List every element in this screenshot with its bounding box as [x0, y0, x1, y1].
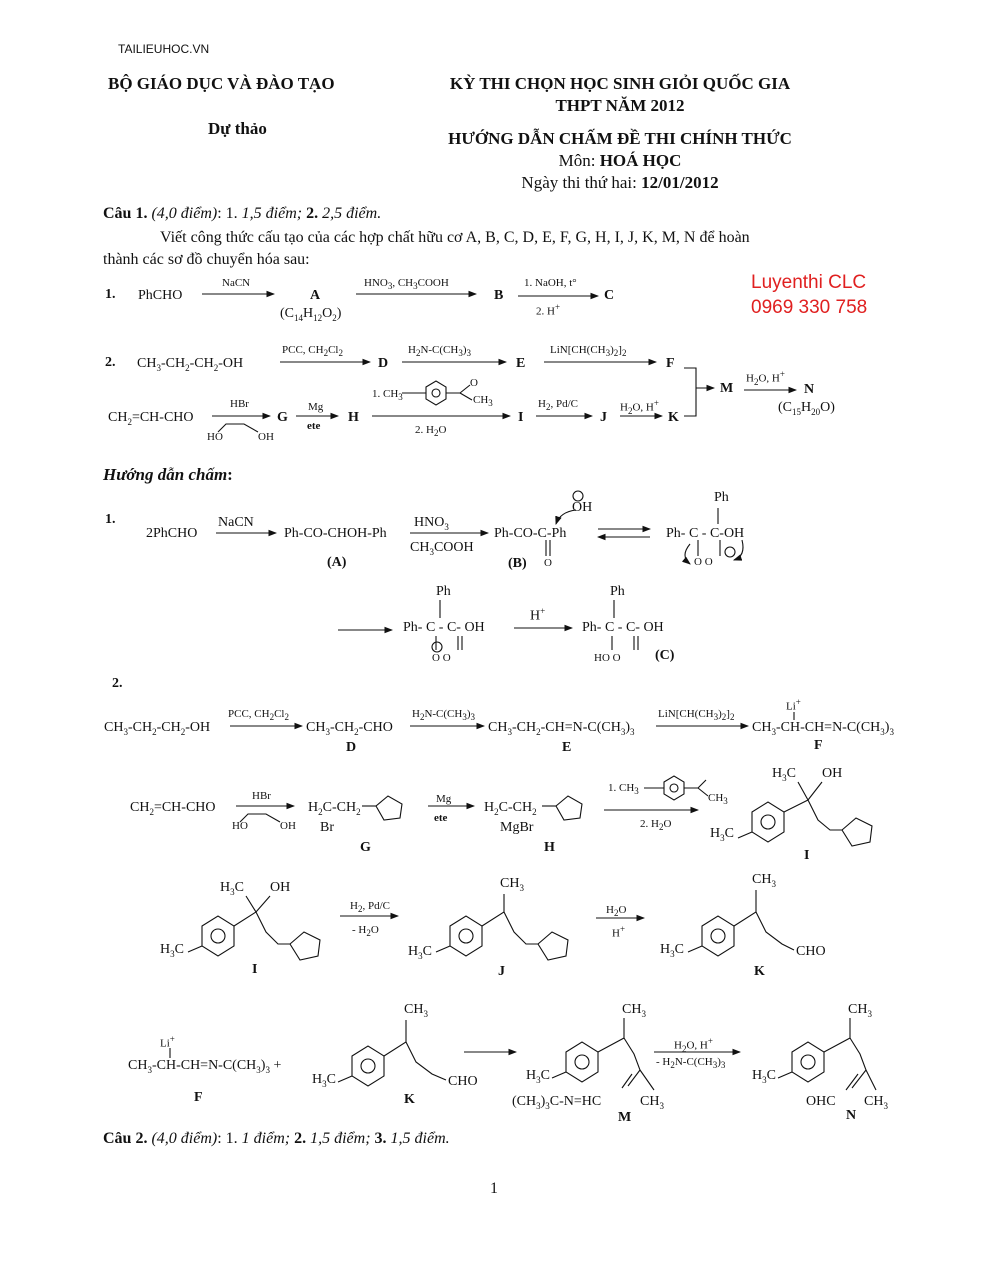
- exam-year: THPT NĂM 2012: [555, 96, 685, 115]
- bond: [338, 1020, 446, 1082]
- reagent-lda: $LiN[CH(CH_3)_2]_2$: [550, 344, 627, 359]
- answer2-num: 2.: [112, 676, 123, 691]
- reagent-h-plus: 2. H+: [536, 302, 561, 318]
- bond: [738, 782, 842, 838]
- ans2-label-K2: K: [404, 1092, 415, 1107]
- bond: [644, 780, 708, 796]
- formula-N: $(C_{15}H_{20}O)$: [778, 400, 835, 417]
- dioxolane-ring: [538, 932, 568, 960]
- ans2-h2o: $H_2O$: [606, 904, 627, 919]
- acrolein: $CH_2=CH$-CHO: [108, 410, 194, 427]
- benzene-ring: [352, 1046, 384, 1086]
- ans2-M-ar: $H_3C$: [526, 1068, 550, 1085]
- reagent-hydrolysis: $H_2O$, H+: [746, 369, 785, 387]
- benzene-ring: [450, 916, 482, 956]
- benzene-ring: [575, 1055, 589, 1069]
- benzene-ring: [792, 1042, 824, 1082]
- ans1-int2-o: O O: [432, 652, 451, 664]
- reagent-step2: 2. $H_2O$: [415, 424, 447, 439]
- guide-heading: Hướng dẫn chấm:: [103, 465, 233, 484]
- bond: [778, 1018, 876, 1090]
- ans2-li: Li+: [786, 697, 801, 713]
- benzene-ring: [761, 815, 775, 829]
- ans2-K-ch3: $CH_3$: [752, 872, 776, 889]
- benzene-ring: [566, 1042, 598, 1082]
- ans1-int: Ph- C - C-OH: [666, 526, 745, 541]
- dioxolane-ring: [556, 796, 582, 820]
- benzene-ring: [670, 784, 678, 792]
- ans1-oh-minus: OH: [572, 500, 593, 515]
- compound-J: J: [600, 410, 607, 425]
- ans2-label-H: H: [544, 840, 555, 855]
- benzene-ring: [752, 802, 784, 842]
- ans2-J-ch3: $CH_3$: [500, 876, 524, 893]
- ans2-amine: $H_2N-C(CH_3)_3$: [412, 708, 476, 723]
- reagent-mg: Mg: [308, 401, 324, 413]
- ans2-M-ch3b: $CH_3$: [640, 1094, 664, 1111]
- ans2-I-ar: $H_3C$: [710, 826, 734, 843]
- ans1-prod-bottom: HO O: [594, 652, 621, 664]
- bracket: [684, 368, 696, 416]
- reagent-naoh: 1. NaOH, t°: [524, 277, 577, 289]
- exam-title: KỲ THI CHỌN HỌC SINH GIỎI QUỐC GIA: [449, 74, 791, 93]
- ans1-int-ph: Ph: [714, 490, 729, 505]
- ans2-label-I: I: [804, 848, 810, 863]
- ans1-prod: Ph- C - C- OH: [582, 620, 664, 635]
- ans2-I2-oh: OH: [270, 880, 291, 895]
- ans2-minus-h2o: - $H_2O$: [352, 924, 379, 939]
- answer1-num: 1.: [105, 512, 116, 527]
- ans2-label-M: M: [618, 1110, 632, 1125]
- ans2-pcc: PCC, $CH_2Cl_2$: [228, 708, 289, 723]
- reagent-ete: ete: [307, 420, 321, 432]
- ans2-acrolein: $CH_2=CH$-CHO: [130, 800, 216, 817]
- page-number: 1: [490, 1180, 498, 1197]
- ans2-I-oh: OH: [822, 766, 843, 781]
- reagent-hbr: HBr: [230, 398, 249, 410]
- ans2-G-br: Br: [320, 820, 334, 835]
- q2-heading: Câu 2. (4,0 điểm): 1. 1 điểm; 2. 1,5 điểm; 3. 1,5 điểm.: [103, 1130, 450, 1147]
- ans1-int2-ph: Ph: [436, 584, 451, 599]
- reagent-amine: $H_2N-C(CH_3)_3$: [408, 344, 472, 359]
- org-name: BỘ GIÁO DỤC VÀ ĐÀO TẠO: [108, 74, 335, 93]
- charge-minus: [573, 491, 583, 501]
- compound-C: C: [604, 288, 615, 303]
- ans2-M-imine: $(CH_3)_3C-N=HC$: [512, 1094, 602, 1111]
- ans2-label-I2: I: [252, 962, 258, 977]
- curved-arrow: [556, 510, 576, 524]
- phcho: PhCHO: [138, 288, 183, 303]
- compound-I: I: [518, 410, 524, 425]
- ans2-K2-cho: CHO: [448, 1074, 478, 1089]
- ans1-ch3cooh: $CH_3COOH$: [410, 540, 474, 557]
- ans2-hbr: HBr: [252, 790, 271, 802]
- q1-instruction-2: thành các sơ đồ chuyển hóa sau:: [103, 251, 310, 268]
- ans2-I2-h3c: $H_3C$: [220, 880, 244, 897]
- ans2-step1: 1. $CH_3$: [608, 782, 639, 797]
- ans2-propanal: $CH_3-CH_2$-CHO: [306, 720, 393, 737]
- ans2-oh: OH: [280, 820, 296, 832]
- ans2-G-struct: $H_2C-CH_2$: [308, 800, 361, 817]
- compound-D: D: [378, 356, 389, 371]
- ans1-nacn: NaCN: [218, 515, 254, 530]
- ans1-prod-ph: Ph: [610, 584, 625, 599]
- ans2-label-F2: F: [194, 1090, 203, 1105]
- ans1-benzoin: Ph-CO-CHOH-Ph: [284, 526, 387, 541]
- reagent-h2o-h: $H_2O$, H+: [620, 398, 659, 416]
- reagent-nacn: NaCN: [222, 277, 251, 289]
- ans1-label-A: (A): [327, 555, 347, 570]
- reagent-step1: 1. $CH_3$: [372, 388, 403, 403]
- benzene-ring: [664, 776, 684, 800]
- scheme-num-1: 1.: [105, 287, 116, 302]
- compound-N: N: [804, 382, 815, 397]
- dioxolane-ring: [290, 932, 320, 960]
- bond: [436, 894, 538, 952]
- benzene-ring: [432, 389, 440, 397]
- ans2-ho: HO: [232, 820, 248, 832]
- promo-line-1: Luyenthi CLC: [751, 272, 867, 293]
- ketone-o: O: [470, 377, 478, 389]
- compound-M: M: [720, 381, 734, 396]
- ans2-mg: Mg: [436, 793, 452, 805]
- compound-E: E: [516, 356, 526, 371]
- ans1-reactant: 2PhCHO: [146, 526, 198, 541]
- ans2-ete: ete: [434, 812, 448, 824]
- guide-title: HƯỚNG DẪN CHẤM ĐỀ THI CHÍNH THỨC: [448, 129, 792, 148]
- ans1-label-C: (C): [655, 648, 675, 663]
- benzene-ring: [202, 916, 234, 956]
- ans2-label-N: N: [846, 1108, 857, 1123]
- ans1-h-plus: H+: [530, 606, 546, 624]
- promo-line-2: 0969 330 758: [751, 297, 868, 318]
- ans2-H-mgbr: MgBr: [500, 820, 534, 835]
- scheme-num-2: 2.: [105, 355, 116, 370]
- ans2-I-h3c: $H_3C$: [772, 766, 796, 783]
- ans1-b-oxygen: O: [544, 557, 552, 569]
- ans2-ketone-ch3: $CH_3$: [708, 792, 728, 807]
- benzene-ring: [459, 929, 473, 943]
- ans1-int2: Ph- C - C- OH: [403, 620, 485, 635]
- ans2-label-G: G: [360, 840, 371, 855]
- compound-H: H: [348, 410, 359, 425]
- ans2-label-E: E: [562, 740, 572, 755]
- dioxolane-ring: [376, 796, 402, 820]
- ketone-ch3: $CH_3$: [473, 394, 493, 409]
- ans2-imine: $CH_3-CH_2-CH=N-C(CH_3)_3$: [488, 720, 635, 737]
- benzene-ring: [801, 1055, 815, 1069]
- date-line: Ngày thi thứ hai: 12/01/2012: [521, 173, 719, 192]
- compound-F: F: [666, 356, 675, 371]
- compound-A: A: [310, 288, 321, 303]
- bond: [188, 896, 290, 952]
- ans2-N-ar: $H_3C$: [752, 1068, 776, 1085]
- ans1-label-B: (B): [508, 556, 527, 571]
- compound-K: K: [668, 410, 679, 425]
- ans2-lda: $LiN[CH(CH_3)_2]_2$: [658, 708, 735, 723]
- ans2-K2-ar: $H_3C$: [312, 1072, 336, 1089]
- glycol-bonds: [218, 424, 258, 432]
- ans2-label-J: J: [498, 964, 505, 979]
- curved-arrow: [734, 540, 743, 560]
- ans2-label-F: F: [814, 738, 823, 753]
- compound-G: G: [277, 410, 288, 425]
- reagent-pcc: PCC, $CH_2Cl_2$: [282, 344, 343, 359]
- ans2-h-plus: H+: [612, 924, 626, 940]
- benzene-ring: [211, 929, 225, 943]
- reagent-hno3: $HNO_3$, $CH_3COOH$: [364, 277, 449, 292]
- glycol-ho: HO: [207, 431, 223, 443]
- ans2-J-ar: $H_3C$: [408, 944, 432, 961]
- bond: [446, 385, 472, 400]
- q1-instruction-1: Viết công thức cấu tạo của các hợp chất hữu cơ A, B, C, D, E, F, G, H, I, J, K, M, N để hoàn: [160, 229, 750, 246]
- ans2-propanol: $CH_3-CH_2-CH_2-OH$: [104, 720, 211, 737]
- ans1-hno3: $HNO_3$: [414, 515, 449, 532]
- charge-minus: [432, 642, 442, 652]
- ans1-benzil: Ph-CO-C-Ph: [494, 526, 567, 541]
- ans2-hyd1: $H_2O$, H+: [674, 1036, 713, 1054]
- formula-A: $(C_{14}H_{12}O_2)$: [280, 306, 342, 323]
- bond: [552, 1018, 654, 1090]
- reagent-h2pd: $H_2$, Pd/C: [538, 398, 578, 413]
- benzene-ring: [426, 381, 446, 405]
- ans2-F2-li: Li+: [160, 1034, 175, 1050]
- ans2-label-K: K: [754, 964, 765, 979]
- ans2-N-ch3b: $CH_3$: [864, 1094, 888, 1111]
- ans2-H-struct: $H_2C-CH_2$: [484, 800, 537, 817]
- benzene-ring: [711, 929, 725, 943]
- ans2-h2pd: $H_2$, Pd/C: [350, 900, 390, 915]
- ans2-label-D: D: [346, 740, 357, 755]
- propanol: $CH_3-CH_2-CH_2-OH$: [137, 356, 244, 373]
- ans2-hyd2: - $H_2N-C(CH_3)_3$: [656, 1056, 726, 1071]
- ans2-N-ch3: $CH_3$: [848, 1002, 872, 1019]
- ans2-N-ohc: OHC: [806, 1094, 836, 1109]
- subject-line: Môn: HOÁ HỌC: [558, 151, 682, 170]
- ans1-int-o: O O: [694, 556, 713, 568]
- dioxolane-ring: [842, 818, 872, 846]
- glycol-bonds: [240, 814, 280, 822]
- ans2-step2: 2. $H_2O$: [640, 818, 672, 833]
- q1-heading: Câu 1. (4,0 điểm): 1. 1,5 điểm; 2. 2,5 điểm.: [103, 205, 382, 222]
- curved-arrow: [685, 544, 690, 564]
- ans2-F2: $CH_3-CH-CH=N-C(CH_3)_3$ +: [128, 1058, 282, 1075]
- ans2-K2-ch3: $CH_3$: [404, 1002, 428, 1019]
- draft-label: Dự thảo: [208, 119, 267, 138]
- compound-B: B: [494, 288, 504, 303]
- ans2-M-ch3: $CH_3$: [622, 1002, 646, 1019]
- ans2-K-cho: CHO: [796, 944, 826, 959]
- site-watermark: TAILIEUHOC.VN: [118, 42, 210, 56]
- benzene-ring: [361, 1059, 375, 1073]
- benzene-ring: [702, 916, 734, 956]
- bond: [688, 890, 794, 952]
- glycol-oh: OH: [258, 431, 274, 443]
- ans2-F-struct: $CH_3-CH-CH=N-C(CH_3)_3$: [752, 720, 894, 737]
- ans2-K-ar: $H_3C$: [660, 942, 684, 959]
- charge-minus: [725, 547, 735, 557]
- ans2-I2-ar: $H_3C$: [160, 942, 184, 959]
- bond: [622, 1074, 632, 1088]
